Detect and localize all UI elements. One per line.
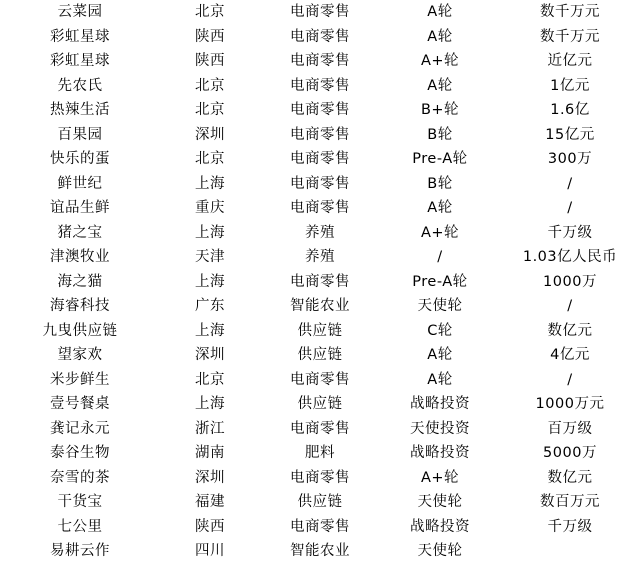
cell-city: 陕西	[195, 28, 225, 45]
cell-sector: 电商零售	[290, 77, 350, 94]
cell-round: /	[437, 249, 443, 265]
cell-sector: 电商零售	[290, 102, 350, 118]
cell-company: 九曳供应链	[42, 322, 118, 339]
cell-sector: 电商零售	[290, 53, 350, 69]
cell-sector: 养殖	[305, 224, 335, 241]
cell-city: 福建	[195, 494, 225, 510]
cell-round: 战略投资	[410, 396, 470, 412]
table-row	[0, 490, 640, 515]
cell-company: 望家欢	[57, 347, 103, 363]
cell-sector: 供应链	[297, 494, 343, 510]
cell-amount: 数千万元	[540, 28, 600, 45]
table-row	[0, 245, 640, 270]
table-row	[0, 515, 640, 540]
table-row	[0, 98, 640, 123]
table-row	[0, 368, 640, 393]
cell-round: 天使轮	[417, 543, 463, 559]
table-row	[0, 0, 640, 25]
cell-sector: 供应链	[297, 396, 343, 412]
cell-round: B+轮	[420, 102, 460, 118]
cell-city: 北京	[195, 4, 225, 20]
cell-round: 战略投资	[410, 445, 470, 461]
cell-amount: 1000万	[543, 273, 597, 290]
cell-company: 津澳牧业	[50, 249, 110, 265]
cell-amount: /	[567, 298, 573, 314]
cell-city: 北京	[195, 77, 225, 94]
cell-company: 龚记永元	[50, 420, 110, 437]
cell-company: 猪之宝	[57, 224, 103, 241]
cell-round: 天使轮	[417, 298, 463, 314]
cell-company: 七公里	[57, 518, 103, 535]
cell-city: 上海	[195, 396, 225, 412]
cell-city: 四川	[195, 543, 225, 559]
cell-city: 上海	[195, 224, 225, 241]
cell-amount: 5000万	[543, 445, 597, 461]
table-row	[0, 147, 640, 172]
cell-sector: 电商零售	[290, 273, 350, 290]
cell-round: A轮	[427, 28, 453, 45]
cell-amount: 千万级	[547, 518, 593, 535]
cell-round: Pre-A轮	[412, 151, 468, 167]
cell-company: 米步鲜生	[50, 371, 110, 388]
cell-amount: 1.6亿	[550, 102, 590, 118]
cell-amount: /	[567, 175, 573, 192]
cell-company: 谊品生鲜	[50, 200, 110, 216]
cell-city: 北京	[195, 371, 225, 388]
cell-company: 云菜园	[57, 4, 103, 20]
cell-round: A+轮	[420, 469, 460, 486]
cell-city: 深圳	[195, 347, 225, 363]
cell-city: 浙江	[195, 420, 225, 437]
cell-amount: /	[567, 371, 573, 388]
table-row	[0, 294, 640, 319]
cell-company: 奈雪的茶	[50, 469, 110, 486]
cell-amount: 4亿元	[550, 347, 590, 363]
cell-sector: 电商零售	[290, 469, 350, 486]
cell-sector: 电商零售	[290, 126, 350, 143]
cell-round: A+轮	[420, 224, 460, 241]
cell-amount: 1000万元	[535, 396, 605, 412]
cell-round: C轮	[427, 322, 453, 339]
cell-sector: 养殖	[305, 249, 335, 265]
cell-company: 海睿科技	[50, 298, 110, 314]
table-row	[0, 172, 640, 197]
cell-company: 彩虹星球	[50, 28, 110, 45]
cell-round: A轮	[427, 347, 453, 363]
table-row	[0, 74, 640, 99]
table-row	[0, 392, 640, 417]
table-row	[0, 441, 640, 466]
cell-company: 海之猫	[57, 273, 103, 290]
cell-company: 百果园	[57, 126, 103, 143]
cell-city: 上海	[195, 322, 225, 339]
cell-sector: 电商零售	[290, 420, 350, 437]
cell-sector: 智能农业	[290, 543, 350, 559]
cell-sector: 电商零售	[290, 518, 350, 535]
cell-company: 快乐的蛋	[50, 151, 110, 167]
cell-company: 干货宝	[57, 494, 103, 510]
cell-amount: 300万	[547, 151, 593, 167]
cell-round: 天使轮	[417, 494, 463, 510]
cell-company: 热辣生活	[50, 102, 110, 118]
cell-sector: 电商零售	[290, 371, 350, 388]
cell-round: 天使投资	[410, 420, 470, 437]
cell-city: 上海	[195, 175, 225, 192]
table-row	[0, 270, 640, 295]
cell-round: A轮	[427, 371, 453, 388]
table-row	[0, 196, 640, 221]
table-row	[0, 221, 640, 246]
cell-city: 重庆	[195, 200, 225, 216]
cell-round: Pre-A轮	[412, 273, 468, 290]
cell-round: A轮	[427, 4, 453, 20]
cell-amount: 数亿元	[547, 322, 593, 339]
table-row	[0, 25, 640, 50]
cell-city: 深圳	[195, 469, 225, 486]
cell-company: 鲜世纪	[57, 175, 103, 192]
cell-sector: 电商零售	[290, 200, 350, 216]
cell-round: B轮	[427, 175, 453, 192]
cell-round: A+轮	[420, 53, 460, 69]
cell-city: 湖南	[195, 445, 225, 461]
cell-amount: 1.03亿人民币	[522, 249, 618, 265]
cell-amount: 近亿元	[547, 53, 593, 69]
cell-sector: 电商零售	[290, 4, 350, 20]
cell-amount: 15亿元	[545, 126, 595, 143]
cell-sector: 供应链	[297, 347, 343, 363]
cell-amount: 百万级	[547, 420, 593, 437]
cell-company: 易耕云作	[50, 543, 110, 559]
table-row	[0, 319, 640, 344]
cell-company: 泰谷生物	[50, 445, 110, 461]
cell-sector: 供应链	[297, 322, 343, 339]
cell-city: 广东	[195, 298, 225, 314]
cell-round: 战略投资	[410, 518, 470, 535]
cell-amount: /	[567, 200, 573, 216]
cell-city: 陕西	[195, 518, 225, 535]
cell-city: 北京	[195, 151, 225, 167]
cell-sector: 电商零售	[290, 175, 350, 192]
cell-round: A轮	[427, 200, 453, 216]
cell-city: 天津	[195, 249, 225, 265]
cell-company: 彩虹星球	[50, 53, 110, 69]
cell-sector: 电商零售	[290, 151, 350, 167]
cell-sector: 电商零售	[290, 28, 350, 45]
table-row	[0, 49, 640, 74]
cell-city: 陕西	[195, 53, 225, 69]
cell-sector: 智能农业	[290, 298, 350, 314]
table-row	[0, 417, 640, 442]
cell-round: B轮	[427, 126, 453, 143]
cell-city: 深圳	[195, 126, 225, 143]
table-row	[0, 343, 640, 368]
table-row	[0, 466, 640, 491]
cell-company: 壹号餐桌	[50, 396, 110, 412]
cell-amount: 数亿元	[547, 469, 593, 486]
cell-city: 北京	[195, 102, 225, 118]
cell-amount: 数百万元	[540, 494, 600, 510]
table-row	[0, 123, 640, 148]
cell-round: A轮	[427, 77, 453, 94]
cell-amount: 数千万元	[540, 4, 600, 20]
cell-city: 上海	[195, 273, 225, 290]
cell-amount: 1亿元	[550, 77, 590, 94]
cell-sector: 肥料	[305, 445, 335, 461]
cell-company: 先农氏	[57, 77, 103, 94]
cell-amount: 千万级	[547, 224, 593, 241]
